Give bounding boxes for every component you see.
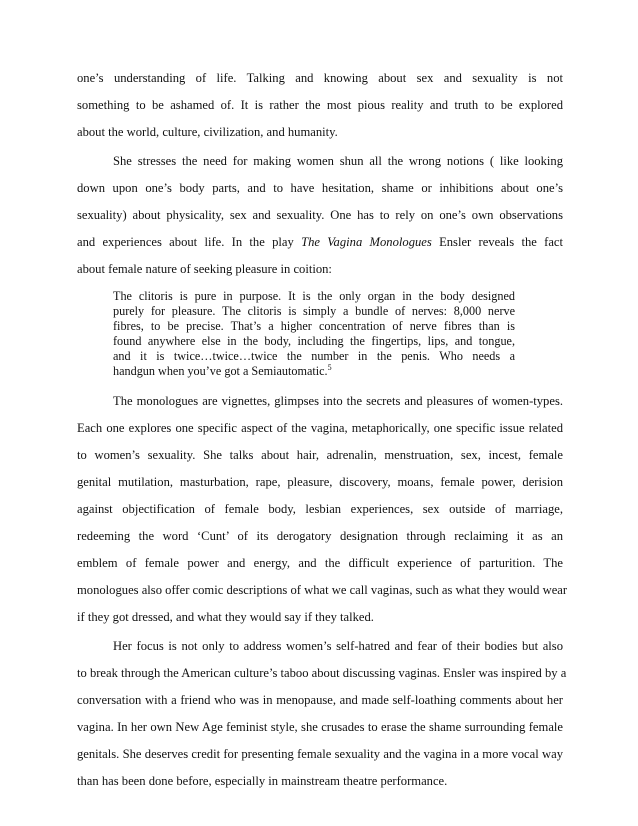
quote-last-line-text: handgun when you’ve got a Semiautomatic. [113,364,328,378]
paragraph-2-line-3: sexuality) about physicality, sex and sexuality. One has to rely on one’s own observations [77,208,563,222]
paragraph-4-line-2: to break through the American culture’s taboo about discussing vaginas. Ensler was inspired by a [77,666,567,680]
paragraph-1-line-1: one’s understanding of life. Talking and knowing about sex and sexuality is not [77,71,563,85]
footnote-marker: 5 [327,362,332,372]
paragraph-2-line-1: She stresses the need for making women shun all the wrong notions ( like looking [113,154,563,168]
paragraph-3-line-6: redeeming the word ‘Cunt’ of its derogatory designation through reclaiming it as an [77,529,563,543]
paragraph-4-line-4: vagina. In her own New Age feminist style, she crusades to erase the shame surrounding female [77,720,563,734]
paragraph-3-line-5: against objectification of female body, lesbian experiences, sex outside of marriage, [77,502,563,516]
paragraph-3-line-1: The monologues are vignettes, glimpses into the secrets and pleasures of women-types. [113,394,563,408]
quote-line-1: The clitoris is pure in purpose. It is the only organ in the body designed [113,289,515,303]
paragraph-3-line-4: genital mutilation, masturbation, rape, pleasure, discovery, moans, female power, derision [77,475,563,489]
quote-line-5: and it is twice…twice…twice the number in the penis. Who needs a [113,349,515,363]
paragraph-2-line-4-before: and experiences about life. In the play [77,235,302,249]
quote-line-6 [113,364,515,378]
paragraph-3-line-9: if they got dressed, and what they would say if they talked. [77,610,374,624]
quote-line-3: fibres, to be precise. That’s a higher concentration of nerve fibres than is [113,319,515,333]
paragraph-3-line-8: monologues also offer comic descriptions of what we call vaginas, such as what they would wear [77,583,568,597]
paragraph-4-line-3: conversation with a friend who was in menopause, and made self-loathing comments about her [77,693,563,707]
paragraph-4-line-6: than has been done before, especially in mainstream theatre performance. [77,774,448,788]
quote-line-2: purely for pleasure. The clitoris is simply a bundle of nerves: 8,000 nerve [113,304,515,318]
paragraph-2-line-2: down upon one’s body parts, and to have hesitation, shame or inhibitions about one’s [77,181,563,195]
paragraph-2-line-4 [77,234,563,250]
paragraph-3-line-7: emblem of female power and energy, and the difficult experience of parturition. The [77,556,563,570]
paragraph-1-line-2: something to be ashamed of. It is rather the most pious reality and truth to be explored [77,98,563,112]
paragraph-2-line-4-after: Ensler reveals the fact [431,235,564,249]
paragraph-3-line-3: to women’s sexuality. She talks about hair, adrenalin, menstruation, sex, incest, female [77,448,563,462]
paragraph-2-line-5: about female nature of seeking pleasure in coition: [77,262,332,276]
paragraph-4-line-1: Her focus is not only to address women’s self-hatred and fear of their bodies but also [113,639,563,653]
quote-line-4: found anywhere else in the body, including the fingertips, lips, and tongue, [113,334,515,348]
paragraph-3-line-2: Each one explores one specific aspect of the vagina, metaphorically, one specific issue related [77,421,563,435]
play-title: The Vagina Monologues [301,235,432,249]
paragraph-1-line-3: about the world, culture, civilization, and humanity. [77,125,338,139]
paragraph-4-line-5: genitals. She deserves credit for presenting female sexuality and the vagina in a more vocal way [77,747,563,761]
